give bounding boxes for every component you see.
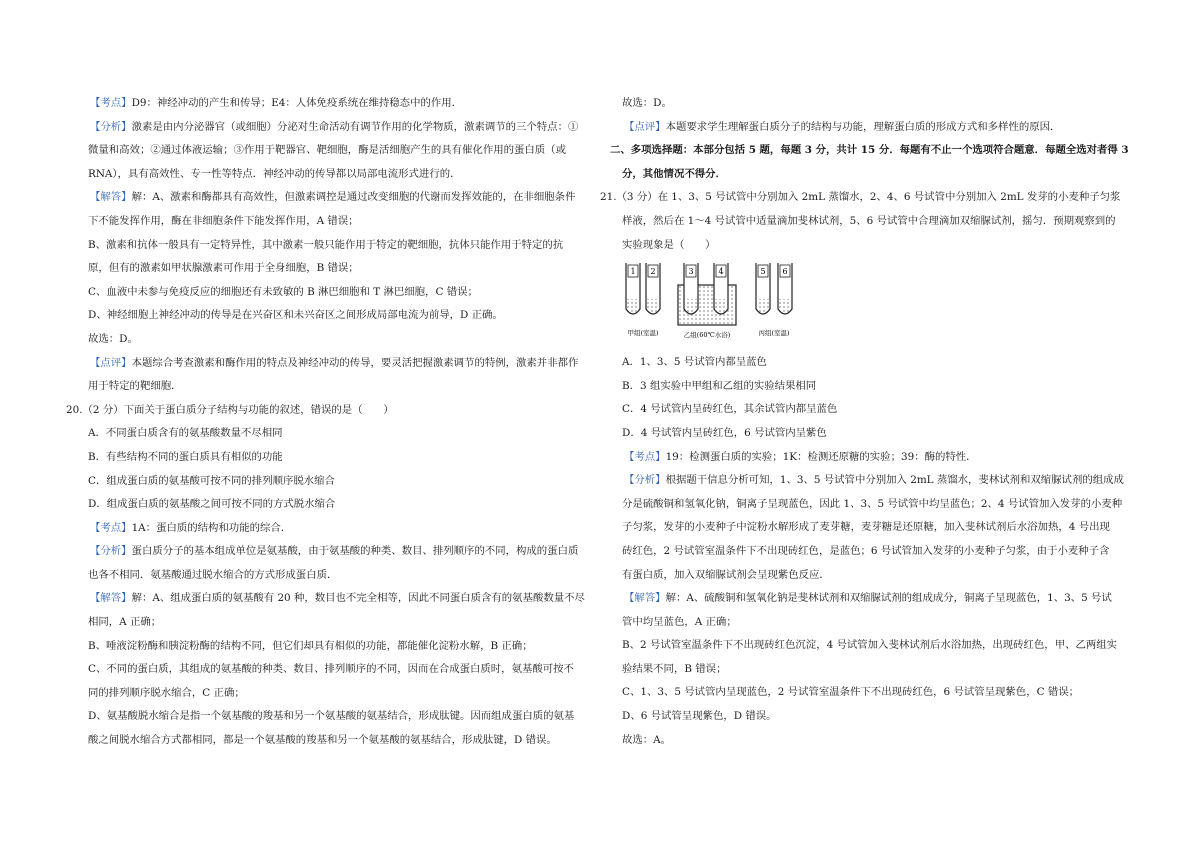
q21-option-c: C．4 号试管内呈砖红色，其余试管内都呈蓝色 xyxy=(622,403,838,416)
q19-dianping: 【点评】本题综合考查激素和酶作用的特点及神经冲动的传导，要灵活把握激素调节的特例，激素并非都作 xyxy=(90,356,579,369)
tube-4-label: 4 xyxy=(718,267,724,277)
test-tube-diagram xyxy=(622,257,822,351)
q20-kaodian: 【考点】1A：蛋白质的结构和功能的综合． xyxy=(90,521,292,534)
group-a-caption: 甲组(室温) xyxy=(627,329,659,338)
jieda-tag: 【解答】 xyxy=(90,191,132,204)
dianping-tag: 【点评】 xyxy=(90,356,132,369)
q19-jieda: 【解答】解：A、激素和酶都具有高效性，但激素调控是通过改变细胞的代谢而发挥效能的，在非细胞条件 xyxy=(90,191,576,204)
q21-jieda: 【解答】解：A、硫酸铜和氢氧化钠是斐林试剂和双缩脲试剂的组成成分，铜离子呈现蓝色，1、3、5 号试 xyxy=(624,592,1112,605)
tube-group-b xyxy=(678,263,736,339)
tube-1-label: 1 xyxy=(630,267,636,277)
q21-option-d: D．4 号试管内呈砖红色，6 号试管内呈紫色 xyxy=(622,426,827,439)
q21-option-b: B．3 组实验中甲组和乙组的实验结果相同 xyxy=(622,379,817,392)
q20-dianping: 【点评】本题要求学生理解蛋白质分子的结构与功能，理解蛋白质的形成方式和多样性的原因． xyxy=(624,120,1061,133)
tube-6-label: 6 xyxy=(782,267,788,277)
q21-fenxi: 【分析】根据题干信息分析可知，1、3、5 号试管中分别加入 2mL 蒸馏水，斐林试剂和双缩脲试剂的组成成 xyxy=(624,474,1124,487)
tube-group-c xyxy=(756,263,792,337)
tube-group-a xyxy=(626,263,660,337)
kaodian-tag: 【考点】 xyxy=(90,97,132,109)
q20-option-c: C．组成蛋白质的氨基酸可按不同的排列顺序脱水缩合 xyxy=(88,474,335,487)
q20-fenxi: 【分析】蛋白质分子的基本组成单位是氨基酸，由于氨基酸的种类、数目、排列顺序的不同，构成的蛋白质 xyxy=(90,545,579,558)
left-column: 【考点】D9：神经冲动的产生和传导；E4：人体免疫系统在维持稳态中的作用． 【分析】激素是由内分泌器官（或细胞）分泌对生命活动有调节作用的化学物质，激素调节的三个特点：① 微量和高效；②通过体液运输；③作用于靶器官、靶细胞，酶是活细胞产生的具有催化作用的蛋白质（或 RNA），具有高效性、专一性等特点．神经冲动的传导都以局部电流形式进行的． 【解答】解：A、激素和酶都具有高效性，但激素调控是通过改变细胞的代谢而发挥效能的，在非细胞条件 下不能发挥作用，酶在非细胞条件下能发挥作用，A 错误； B、激素和抗体一般具有一定特异性，其中激素一般只能作用于特定的靶细胞，抗体只能作用于特定的抗 原，但有的激素如甲状腺激素可作用于全身细胞，B 错误； C、血液中未参与免疫反应的细胞还有未致敏的 B 淋巴细胞和 T 淋巴细胞，C 错误； D、神经细胞上神经冲动的传导是在兴奋区和未兴奋区之间形成局部电流为前导，D 正确。 故选：D。 【点评】本题综合考查激素和酶作用的特点及神经冲动的传导，要灵活把握激素调节的特例，激素并非都作 用于特定的靶细胞． 20.（2 分）下面关于蛋白质分子结构与功能的叙述，错误的是（ ） A．不同蛋白质含有的氨基酸数量不尽相同 B．有些结构不同的蛋白质具有相似的功能 C．组成蛋白质的氨基酸可按不同的排列顺序脱水缩合 D．组成蛋白质的氨基酸之间可按不同的方式脱水缩合 【考点】1A：蛋白质的结构和功能的综合． 【分析】蛋白质分子的基本组成单位是氨基酸，由于氨基酸的种类、数目、排列顺序的不同，构成的蛋白质 也各不相同．氨基酸通过脱水缩合的方式形成蛋白质． 【解答】解：A、组成蛋白质的氨基酸有 20 种，数目也不完全相等，因此不同蛋白质含有的氨基酸数量不尽 相同，A 正确； B、唾液淀粉酶和胰淀粉酶的结构不同，但它们却具有相似的功能，都能催化淀粉水解，B 正确； C、不同的蛋白质，其组成的氨基酸的种类、数目、排列顺序的不同，因而在合成蛋白质时，氨基酸可按不 同的排列顺序脱水缩合，C 正确； D、氨基酸脱水缩合是指一个氨基酸的羧基和另一个氨基酸的氨基结合，形成肽键。因而组成蛋白质的氨基 酸之间脱水缩合方式都相同，都是一个氨基酸的羧基和另一个氨基酸的氨基结合，形成肽键，D 错误。 xyxy=(88,92,590,753)
q20-option-b: B．有些结构不同的蛋白质具有相似的功能 xyxy=(88,450,283,463)
tube-5-label: 5 xyxy=(760,267,766,277)
q21-option-a: A．1、3、5 号试管内都呈蓝色 xyxy=(622,356,767,369)
tube-3-label: 3 xyxy=(688,267,694,277)
q20-option-d: D．组成蛋白质的氨基酸之间可按不同的方式脱水缩合 xyxy=(88,498,336,511)
test-tube-figure xyxy=(622,257,1124,351)
q20-answer: 故选：D。 xyxy=(622,97,672,109)
section-heading: 二、多项选择题：本部分包括 5 题，每题 3 分，共计 15 分．每题有不止一个选项符合题意．每题全选对者得 3 xyxy=(610,144,1129,157)
tube-2-label: 2 xyxy=(650,267,656,277)
right-column: 故选：D。 【点评】本题要求学生理解蛋白质分子的结构与功能，理解蛋白质的形成方式和多样性的原因． 二、多项选择题：本部分包括 5 题，每题 3 分，共计 15 分．每题有不止一个选项符合题意．每题全选对者得 3 分，其他情况不得分． 21.（3 分）在 1、3、5 号试管中分别加入 2mL 蒸馏水，2、4、6 号试管中分别加入 2mL 发芽的小麦种子匀浆 样液，然后在 1～4 号试管中适量滴加斐林试剂，5、6 号试管中合理滴加双缩脲试剂，摇匀．预期观察到的 实验现象是（ ） 1 2 甲组(室温) 3 4 乙组(60℃水浴) 5 6 丙组(室温) A．1、3、5 号试管内都呈蓝色 B．3 组实验中甲组和乙组的实验结果相同 C．4 号试管内呈砖红色，其余试管内都呈蓝色 D．4 号试管内呈砖红色，6 号试管内呈紫色 【考点】19：检测蛋白质的实验；1K：检测还原糖的实验；39：酶的特性． 【分析】根据题干信息分析可知，1、3、5 号试管中分别加入 2mL 蒸馏水，斐林试剂和双缩脲试剂的组成成 分是硫酸铜和氢氧化钠，铜离子呈现蓝色，因此 1、3、5 号试管中均呈蓝色；2、4 号试管加入发芽的小麦种 子匀浆，发芽的小麦种子中淀粉水解形成了麦芽糖，麦芽糖是还原糖，加入斐林试剂后水浴加热，4 号出现 砖红色，2 号试管室温条件下不出现砖红色，是蓝色；6 号试管加入发芽的小麦种子匀浆，由于小麦种子含 有蛋白质，加入双缩脲试剂会呈现紫色反应． 【解答】解：A、硫酸铜和氢氧化钠是斐林试剂和双缩脲试剂的组成成分，铜离子呈现蓝色，1、3、5 号试 管中均呈蓝色，A 正确； B、2 号试管室温条件下不出现砖红色沉淀，4 号试管加入斐林试剂后水浴加热，出现砖红色，甲、乙两组实 验结果不同，B 错误； C、1、3、5 号试管内呈现蓝色，2 号试管室温条件下不出现砖红色，6 号试管呈现紫色，C 错误； D、6 号试管呈现紫色，D 错误。 故选：A。 xyxy=(622,92,1124,752)
fenxi-tag: 【分析】 xyxy=(90,120,132,133)
q20-option-a: A．不同蛋白质含有的氨基酸数量不尽相同 xyxy=(88,427,283,440)
q20-stem: 20.（2 分）下面关于蛋白质分子结构与功能的叙述，错误的是（ ） xyxy=(66,403,394,416)
group-c-caption: 丙组(室温) xyxy=(758,329,790,338)
q20-jieda: 【解答】解：A、组成蛋白质的氨基酸有 20 种，数目也不完全相等，因此不同蛋白质含有的氨基酸数量不尽 xyxy=(90,592,585,605)
q19-fenxi: 【分析】激素是由内分泌器官（或细胞）分泌对生命活动有调节作用的化学物质，激素调节的三个特点：① xyxy=(90,120,579,133)
group-b-caption: 乙组(60℃水浴) xyxy=(683,331,731,340)
q19-kaodian: 【考点】D9：神经冲动的产生和传导；E4：人体免疫系统在维持稳态中的作用． xyxy=(90,97,463,109)
q21-kaodian: 【考点】19：检测蛋白质的实验；1K：检测还原糖的实验；39：酶的特性． xyxy=(624,450,977,463)
q21-stem: 21.（3 分）在 1、3、5 号试管中分别加入 2mL 蒸馏水，2、4、6 号试管中分别加入 2mL 发芽的小麦种子匀浆 xyxy=(600,191,1121,204)
